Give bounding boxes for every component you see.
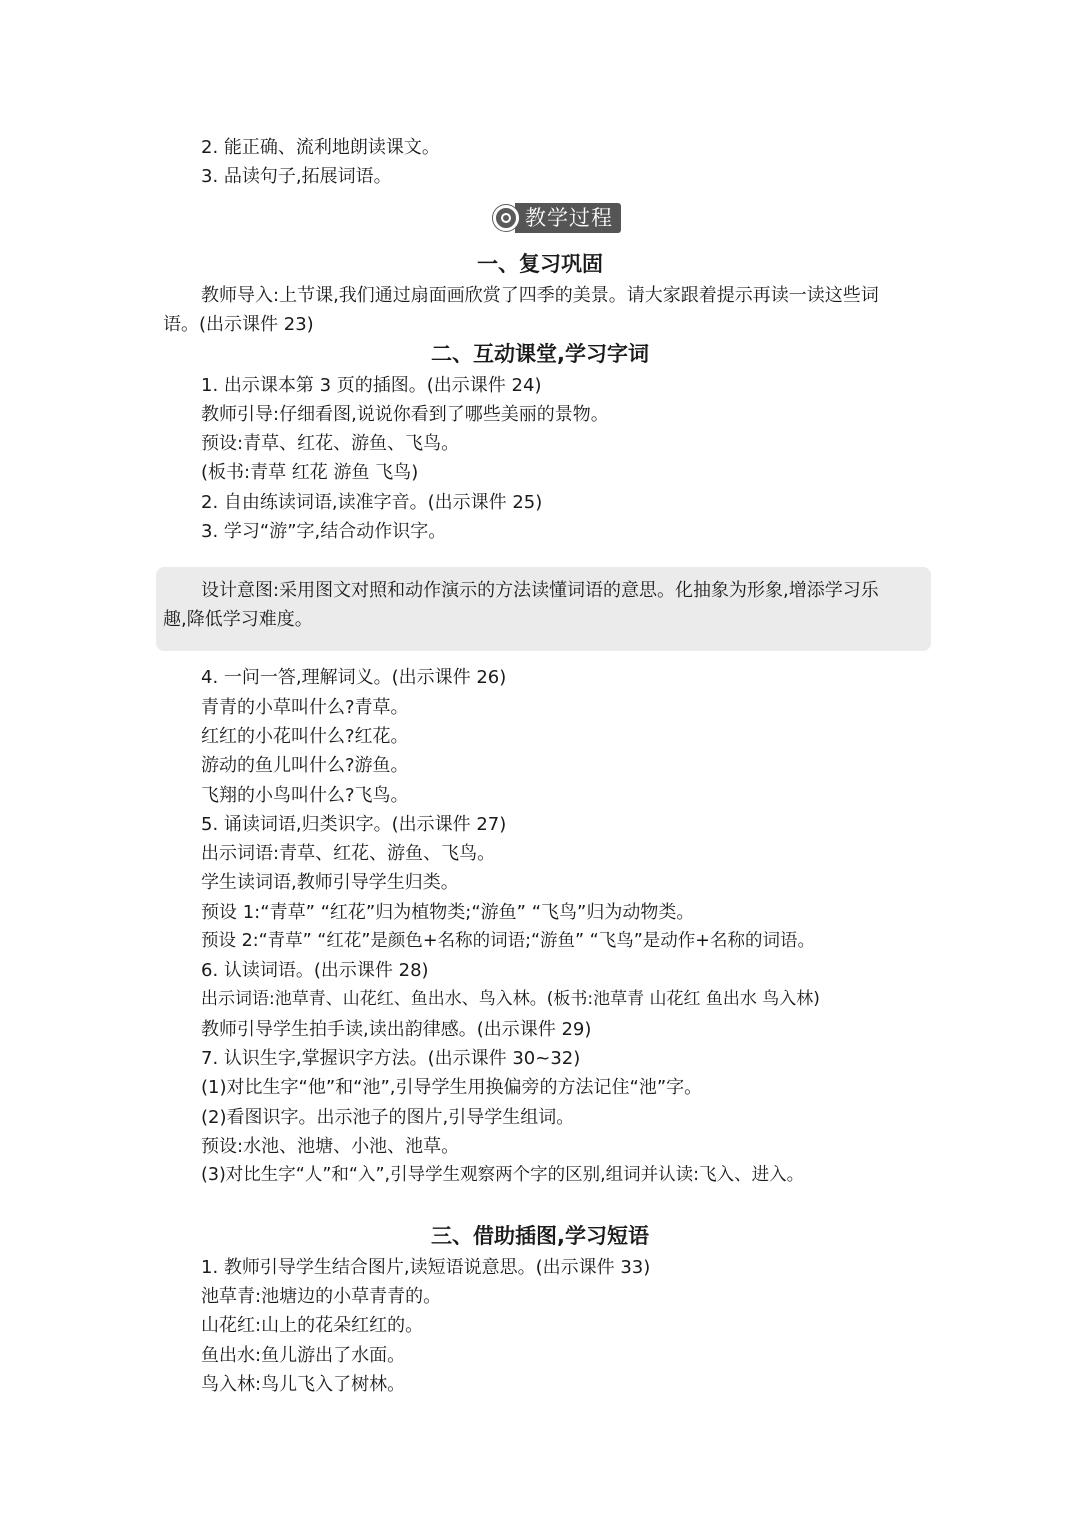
banner-title: 教学过程 [515,203,621,233]
list-item: 4. 一问一答,理解词义。(出示课件 26) [201,667,507,688]
list-item: 1. 出示课本第 3 页的插图。(出示课件 24) [201,375,542,396]
paragraph-line: (3)对比生字“人”和“入”,引导学生观察两个字的区别,组词并认读:飞入、进入。 [201,1165,805,1185]
list-item: 5. 诵读词语,归类识字。(出示课件 27) [201,814,507,835]
paragraph-line: 游动的鱼儿叫什么?游鱼。 [201,755,409,776]
section-heading: 二、互动课堂,学习字词 [431,342,649,366]
section-banner [493,203,621,233]
design-note-line: 设计意图:采用图文对照和动作演示的方法读懂词语的意思。化抽象为形象,增添学习乐 [201,580,879,601]
objective-line: 2. 能正确、流利地朗读课文。 [201,137,440,158]
paragraph-line: 青青的小草叫什么?青草。 [201,697,409,718]
paragraph-line: 语。(出示课件 23) [163,314,314,335]
paragraph-line: 学生读词语,教师引导学生归类。 [201,872,459,893]
paragraph-line: 鱼出水:鱼儿游出了水面。 [201,1345,406,1366]
list-item: 3. 学习“游”字,结合动作识字。 [201,521,447,542]
paragraph-line: 鸟入林:鸟儿飞入了树林。 [201,1374,406,1395]
design-note-box [156,567,931,651]
paragraph-line: 预设 2:“青草” “红花”是颜色+名称的词语;“游鱼” “飞鸟”是动作+名称的词语。 [201,931,815,951]
paragraph-line: 飞翔的小鸟叫什么?飞鸟。 [201,785,409,806]
list-item: 7. 认识生字,掌握识字方法。(出示课件 30~32) [201,1048,581,1069]
list-item: 6. 认读词语。(出示课件 28) [201,960,429,981]
paragraph-line: 教师导入:上节课,我们通过扇面画欣赏了四季的美景。请大家跟着提示再读一读这些词 [201,285,879,306]
paragraph-line: 预设:水池、池塘、小池、池草。 [201,1136,460,1157]
paragraph-line: 教师引导:仔细看图,说说你看到了哪些美丽的景物。 [201,404,609,425]
design-note-line: 趣,降低学习难度。 [163,609,313,630]
paragraph-line: 预设 1:“青草” “红花”归为植物类;“游鱼” “飞鸟”归为动物类。 [201,902,695,923]
paragraph-line: (2)看图识字。出示池子的图片,引导学生组词。 [201,1107,575,1128]
paragraph-line: (1)对比生字“他”和“池”,引导学生用换偏旁的方法记住“池”字。 [201,1077,703,1098]
section-heading: 三、借助插图,学习短语 [431,1224,649,1248]
objective-line: 3. 品读句子,拓展词语。 [201,166,392,187]
paragraph-line: (板书:青草 红花 游鱼 飞鸟) [201,462,419,483]
section-heading: 一、复习巩固 [477,252,603,276]
list-item: 2. 自由练读词语,读准字音。(出示课件 25) [201,492,543,513]
paragraph-line: 红红的小花叫什么?红花。 [201,726,409,747]
paragraph-line: 山花红:山上的花朵红红的。 [201,1315,424,1336]
paragraph-line: 池草青:池塘边的小草青青的。 [201,1286,442,1307]
paragraph-line: 教师引导学生拍手读,读出韵律感。(出示课件 29) [201,1019,592,1040]
paragraph-line: 出示词语:青草、红花、游鱼、飞鸟。 [201,843,496,864]
paragraph-line: 出示词语:池草青、山花红、鱼出水、鸟入林。(板书:池草青 山花红 鱼出水 鸟入林) [201,989,820,1009]
paragraph-line: 预设:青草、红花、游鱼、飞鸟。 [201,433,460,454]
list-item: 1. 教师引导学生结合图片,读短语说意思。(出示课件 33) [201,1257,651,1278]
target-icon [493,205,519,231]
